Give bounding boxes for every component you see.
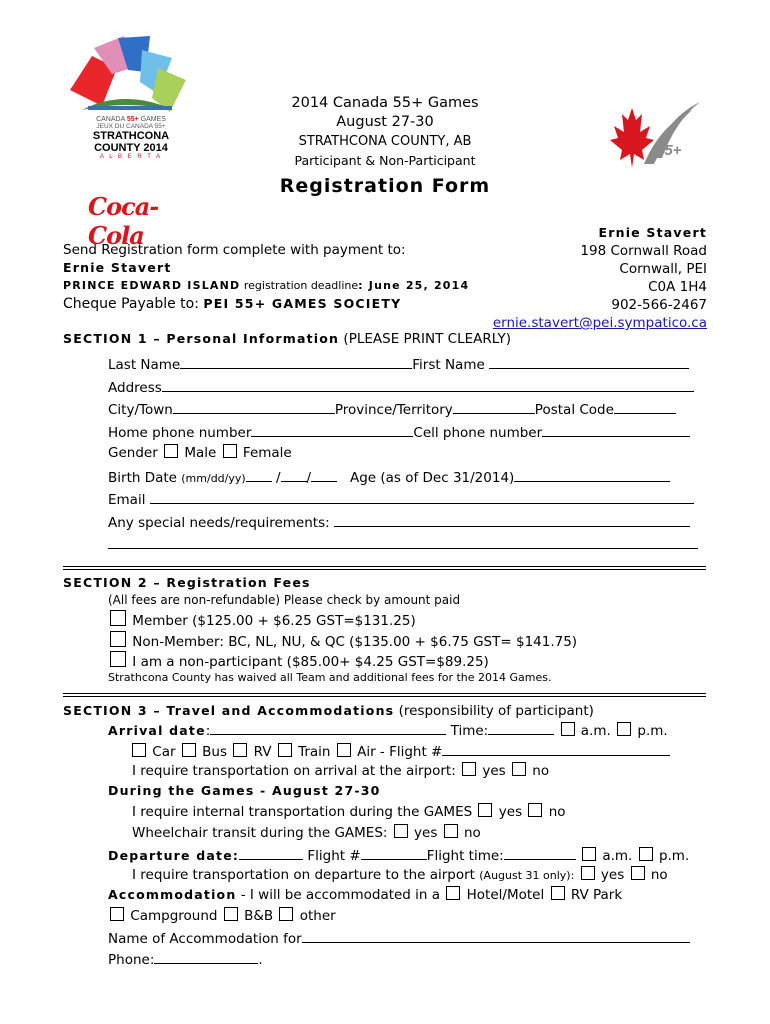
games-logo: CANADA 55+ GAMES JEUX DU CANADA 55+ STRATHCONA COUNTY 2014 A L B E R T A Coca-Cola [62,28,192,198]
bus-checkbox[interactable] [182,743,196,757]
bnb-label: B&B [244,908,274,925]
logo-line3: STRATHCONA [92,130,170,142]
logo-line1b: GAMES [140,116,166,123]
birth-date-label: Birth Date [108,469,182,486]
section-divider [63,696,706,697]
send-instruction: Send Registration form complete with payment to: [63,242,406,258]
special-needs-field[interactable] [334,512,690,527]
age-label: Age (as of Dec 31/2014) [349,469,515,486]
arrival-transport-label: I require transportation on arrival at the airport: [132,762,456,779]
contact-name: Ernie Stavert [598,225,707,240]
contact-postal: C0A 1H4 [648,279,707,295]
logo-55-text: 55+ [656,142,682,159]
header-line4: Participant & Non-Participant [294,153,476,168]
departure-pm-label: p.m. [658,847,690,864]
no-label: no [463,824,481,841]
no-label: no [532,762,550,779]
cheque-label: Cheque Payable to: [63,296,204,312]
accommodation-label: Accommodation [108,887,237,903]
strathcona-logo-graphic [62,28,192,128]
section3-title: SECTION 3 – Travel and Accommodations [63,703,395,718]
accommodation-name-label: Name of Accommodation for [108,930,302,947]
car-checkbox[interactable] [132,743,146,757]
accommodation-name-field[interactable] [302,928,690,943]
special-needs-label: Any special needs/requirements: [108,514,334,531]
accommodation-phone-label: Phone: [108,951,155,968]
male-label: Male [184,445,217,461]
flight-time-label: Flight time: [426,847,504,864]
departure-flight-label: Flight # [307,847,361,864]
wheelchair-yes-checkbox[interactable] [394,824,408,838]
contact-street: 198 Cornwall Road [580,243,707,259]
arrival-pm-label: p.m. [637,723,668,739]
other-checkbox[interactable] [279,907,293,921]
campground-checkbox[interactable] [110,907,124,921]
home-phone-label: Home phone number [108,424,252,441]
deadline-region: PRINCE EDWARD ISLAND [63,279,241,292]
header-line3: STRATHCONA COUNTY, AB [298,134,472,149]
last-name-field[interactable] [180,354,412,369]
section1-title: SECTION 1 – Personal Information [63,331,340,346]
female-checkbox[interactable] [223,444,237,458]
accommodation-text: - I will be accommodated in a [236,887,441,904]
rv-label: RV [253,743,272,760]
logo-line1: CANADA [96,116,125,123]
section-divider [63,566,706,567]
departure-date-field[interactable] [239,845,303,860]
air-checkbox[interactable] [337,743,351,757]
section2-title: SECTION 2 – Registration Fees [63,575,311,590]
departure-transport-label: I require transportation on departure to the airport [132,866,480,883]
during-games-label: During the Games - August 27-30 [108,783,381,799]
bus-label: Bus [202,743,227,760]
wheelchair-label: Wheelchair transit during the GAMES: [132,824,388,841]
email-label: Email [108,492,146,508]
page-title: Registration Form [279,175,491,197]
internal-yes-checkbox[interactable] [478,803,492,817]
coca-cola-logo: Coca-Cola [88,192,159,250]
bnb-checkbox[interactable] [224,907,238,921]
departure-transport-no-checkbox[interactable] [631,866,645,880]
birth-day-field[interactable] [281,467,307,482]
logo-line2: JEUX DU CANADA 55+ [96,123,166,130]
departure-am-label: a.m. [602,847,633,864]
hotel-label: Hotel/Motel [466,887,545,904]
hotel-checkbox[interactable] [446,886,460,900]
male-checkbox[interactable] [164,444,178,458]
header-line2: August 27-30 [336,114,434,130]
cell-phone-label: Cell phone number [413,424,543,441]
header-line1: 2014 Canada 55+ Games [291,95,479,111]
logo-line5: A L B E R T A [99,154,163,160]
arrival-time-field[interactable] [488,720,554,735]
contact-phone: 902-566-2467 [611,297,707,313]
birth-date-format: (mm/dd/yy) [181,471,246,485]
maple-leaf-icon [592,98,702,178]
special-needs-field-2[interactable] [108,548,698,549]
campground-label: Campground [130,908,218,925]
address-label: Address [108,379,162,396]
arrival-am-label: a.m. [580,723,611,739]
canada-55-logo [592,98,702,178]
postal-field[interactable] [614,399,676,414]
member-fee-checkbox[interactable] [110,610,126,626]
no-label: no [650,866,668,883]
arrival-pm-checkbox[interactable] [617,722,631,736]
non-member-fee-checkbox[interactable] [110,631,126,647]
non-participant-fee-checkbox[interactable] [110,651,126,667]
departure-flight-field[interactable] [361,845,427,860]
section-divider [63,693,706,694]
fee-waiver-note: Strathcona County has waived all Team and additional fees for the 2014 Games. [108,671,552,684]
logo-line4: COUNTY 2014 [94,142,168,154]
section1-note: (PLEASE PRINT CLEARLY) [339,331,511,347]
arrival-time-label: Time: [450,723,489,739]
yes-label: yes [482,762,506,779]
non-member-fee-label: Non-Member: BC, NL, NU, & QC ($135.00 + $6.75 GST= $141.75) [132,633,578,650]
cell-phone-field[interactable] [542,422,690,437]
province-field[interactable] [453,399,535,414]
non-participant-fee-label: I am a non-participant ($85.00+ $4.25 GST=$89.25) [132,654,489,670]
internal-no-checkbox[interactable] [528,803,542,817]
rv-park-label: RV Park [570,887,623,904]
other-label: other [299,908,336,925]
gender-label: Gender [108,445,158,461]
rv-park-checkbox[interactable] [551,886,565,900]
address-field[interactable] [162,377,694,392]
yes-label: yes [414,824,438,841]
contact-email-link[interactable]: ernie.stavert@pei.sympatico.ca [492,315,707,331]
august-31-note: (August 31 only): [479,868,575,882]
departure-am-checkbox[interactable] [582,847,596,861]
yes-label: yes [498,804,523,821]
accommodation-phone-field[interactable] [154,949,258,964]
home-phone-field[interactable] [251,422,413,437]
age-field[interactable] [514,467,670,482]
air-flight-label: Air - Flight # [357,743,443,760]
postal-label: Postal Code [534,402,614,418]
deadline-date: : June 25, 2014 [358,279,470,292]
section-divider [63,569,706,570]
section3-note: (responsibility of participant) [394,703,594,719]
no-label: no [548,804,566,821]
city-label: City/Town [108,402,173,418]
arrival-date-label: Arrival date [108,723,206,738]
send-name: Ernie Stavert [63,260,172,275]
departure-pm-checkbox[interactable] [639,847,653,861]
birth-month-field[interactable] [246,467,272,482]
departure-transport-yes-checkbox[interactable] [581,866,595,880]
female-label: Female [242,445,292,461]
province-label: Province/Territory [334,402,453,418]
deadline-text: registration deadline [240,279,359,292]
section2-note: (All fees are non-refundable) Please check by amount paid [108,593,461,607]
city-field[interactable] [173,399,335,414]
first-name-field[interactable] [489,354,689,369]
arrival-transport-no-checkbox[interactable] [512,762,526,776]
arrival-flight-field[interactable] [442,741,670,756]
birth-year-field[interactable] [311,467,337,482]
member-fee-label: Member ($125.00 + $6.25 GST=$131.25) [132,613,416,629]
first-name-label: First Name [412,357,485,373]
arrival-am-checkbox[interactable] [561,722,575,736]
train-checkbox[interactable] [278,743,292,757]
departure-date-label: Departure date: [108,847,240,863]
email-field[interactable] [150,489,694,504]
wheelchair-no-checkbox[interactable] [444,824,458,838]
car-label: Car [152,743,176,760]
last-name-label: Last Name [108,357,181,373]
rv-checkbox[interactable] [233,743,247,757]
yes-label: yes [600,866,625,883]
flight-time-field[interactable] [504,845,576,860]
arrival-transport-yes-checkbox[interactable] [462,762,476,776]
cheque-payee: PEI 55+ GAMES SOCIETY [203,296,402,311]
contact-city: Cornwall, PEI [619,261,707,277]
train-label: Train [298,743,331,760]
internal-transport-label: I require internal transportation during the GAMES [132,804,473,821]
arrival-date-field[interactable] [210,720,446,735]
